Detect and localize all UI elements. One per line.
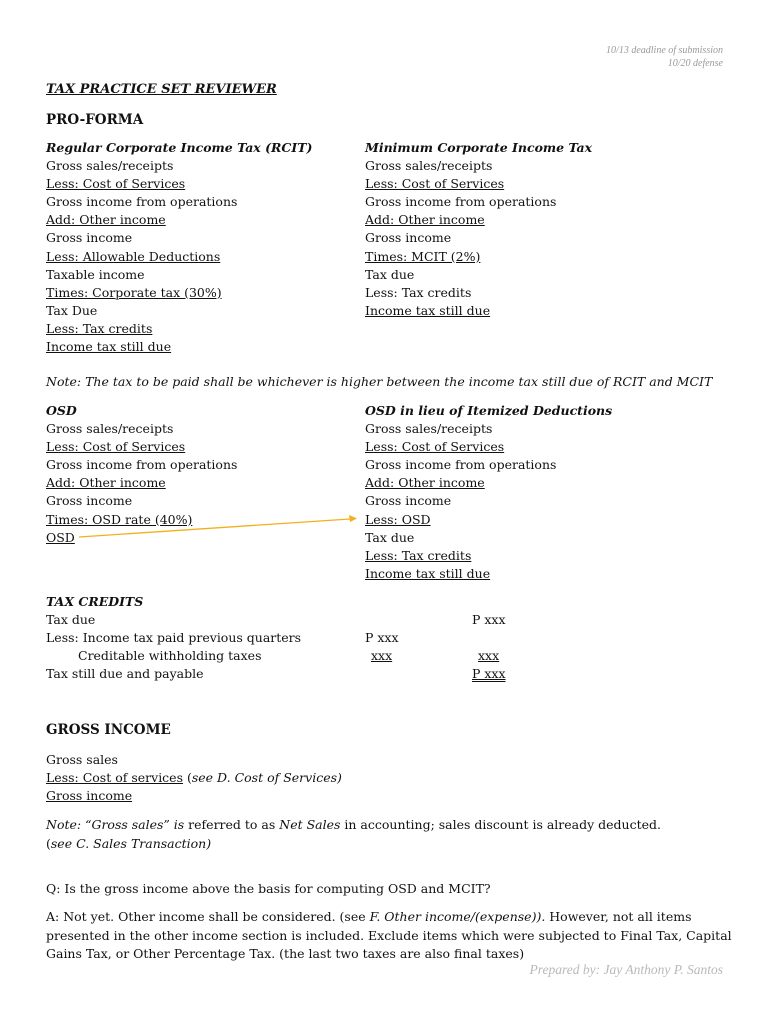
osd-heading: OSD — [46, 403, 77, 418]
answer-ref: F. Other income/(expense)). — [369, 909, 546, 924]
tax-credits-row-label: Less: Income tax paid previous quarters — [46, 630, 302, 645]
osd-line: Gross sales/receipts — [46, 421, 174, 437]
note-text: referred to as — [184, 817, 280, 832]
osd-lieu-line: Add: Other income — [365, 475, 485, 491]
osd-line: Times: OSD rate (40%) — [46, 511, 193, 527]
cost-of-services-ref: see D. Cost of Services) — [191, 770, 342, 785]
note-text: Net Sales — [279, 817, 341, 832]
answer-part: However, not all items presented in the other income section is included. Exclude items which were subjected to Final Tax, Capital Gains Tax, or Other Percentage Tax. (the last two taxes are also final taxes) — [46, 909, 732, 961]
osd-arrow-head — [349, 515, 357, 522]
tax-credits-row-label: Tax due — [46, 612, 96, 627]
cost-of-services-text: Less: Cost of services — [46, 770, 183, 785]
gross-sales-note — [46, 816, 736, 853]
mcit-line: Gross income — [365, 230, 452, 246]
rcit-heading: Regular Corporate Income Tax (RCIT) — [46, 140, 313, 155]
mcit-line: Income tax still due — [365, 302, 491, 318]
osd-lieu-line: Less: OSD — [365, 511, 431, 527]
tax-credits-value: xxx — [478, 648, 500, 663]
rcit-line: Less: Cost of Services — [46, 176, 186, 192]
gross-income-line: Gross sales — [46, 752, 118, 767]
tax-credits-value: xxx — [371, 648, 393, 663]
osd-lieu-line: Less: Tax credits — [365, 547, 472, 563]
prepared-by: Prepared by: Jay Anthony P. Santos — [529, 962, 723, 977]
rcit-line: Add: Other income — [46, 212, 166, 228]
tax-credits-row-label: Creditable withholding taxes — [78, 648, 262, 663]
tax-credits-heading: TAX CREDITS — [46, 594, 144, 609]
rcit-line: Tax Due — [46, 302, 98, 318]
paren-text: ( — [183, 770, 192, 785]
osd-lieu-line: Income tax still due — [365, 565, 491, 581]
proforma-title: PRO-FORMA — [46, 112, 144, 128]
tax-credits-value: P xxx — [472, 612, 506, 627]
mcit-heading: Minimum Corporate Income Tax — [365, 140, 593, 155]
mcit-line: Add: Other income — [365, 212, 485, 228]
rcit-line: Gross sales/receipts — [46, 158, 174, 174]
mcit-line: Less: Tax credits — [365, 284, 472, 300]
gross-income-line: Gross income — [46, 788, 133, 803]
tax-credits-row-label: Tax still due and payable — [46, 666, 204, 681]
osd-lieu-line: Gross income — [365, 493, 452, 509]
osd-lieu-line: Tax due — [365, 529, 415, 545]
osd-line: Add: Other income — [46, 475, 166, 491]
note-text: ( — [46, 835, 51, 851]
rcit-line: Less: Tax credits — [46, 320, 153, 336]
mcit-line: Less: Cost of Services — [365, 176, 505, 192]
osd-line: Gross income — [46, 493, 133, 509]
rcit-line: Times: Corporate tax (30%) — [46, 284, 222, 300]
tax-credits-value: P xxx — [365, 630, 399, 645]
mcit-line: Times: MCIT (2%) — [365, 248, 481, 264]
note-text: in accounting; sales discount is already deducted. — [340, 817, 662, 832]
mcit-line: Gross sales/receipts — [365, 158, 493, 174]
question-text: Q: Is the gross income above the basis for computing OSD and MCIT? — [46, 881, 491, 896]
rcit-line: Income tax still due — [46, 339, 172, 355]
osd-lieu-line: Gross sales/receipts — [365, 421, 493, 437]
osd-line: OSD — [46, 529, 75, 545]
gross-income-section — [46, 751, 342, 805]
rcit-line: Gross income — [46, 230, 133, 246]
note-text: see C. Sales Transaction) — [50, 835, 212, 851]
osd-arrow-line — [79, 519, 350, 537]
tax-credits-section — [46, 593, 566, 688]
osd-lieu-line: Less: Cost of Services — [365, 439, 505, 455]
mcit-line: Tax due — [365, 266, 415, 282]
osd-lieu-line: Gross income from operations — [365, 457, 557, 473]
document-title: TAX PRACTICE SET REVIEWER — [46, 82, 277, 97]
deadline-line: 10/13 deadline of submission — [606, 45, 723, 56]
osd-line: Gross income from operations — [46, 457, 238, 473]
mcit-line: Gross income from operations — [365, 194, 557, 210]
rcit-line: Less: Allowable Deductions — [46, 248, 221, 264]
gross-income-heading: GROSS INCOME — [46, 722, 171, 738]
rcit-line: Taxable income — [46, 266, 145, 282]
tax-credits-value: P xxx — [472, 666, 506, 681]
defense-line: 10/20 defense — [667, 58, 723, 69]
osd-line: Less: Cost of Services — [46, 439, 186, 455]
osd-lieu-heading: OSD in lieu of Itemized Deductions — [365, 403, 613, 418]
gross-income-line — [46, 769, 342, 787]
rcit-line: Gross income from operations — [46, 194, 238, 210]
answer-part: A: Not yet. Other income shall be considered. (see — [46, 909, 370, 924]
note-text: Note: “Gross sales” is — [46, 817, 185, 832]
rcit-mcit-note: Note: The tax to be paid shall be whichever is higher between the income tax still due of RCIT and MCIT — [46, 374, 713, 389]
answer-text — [46, 908, 736, 964]
